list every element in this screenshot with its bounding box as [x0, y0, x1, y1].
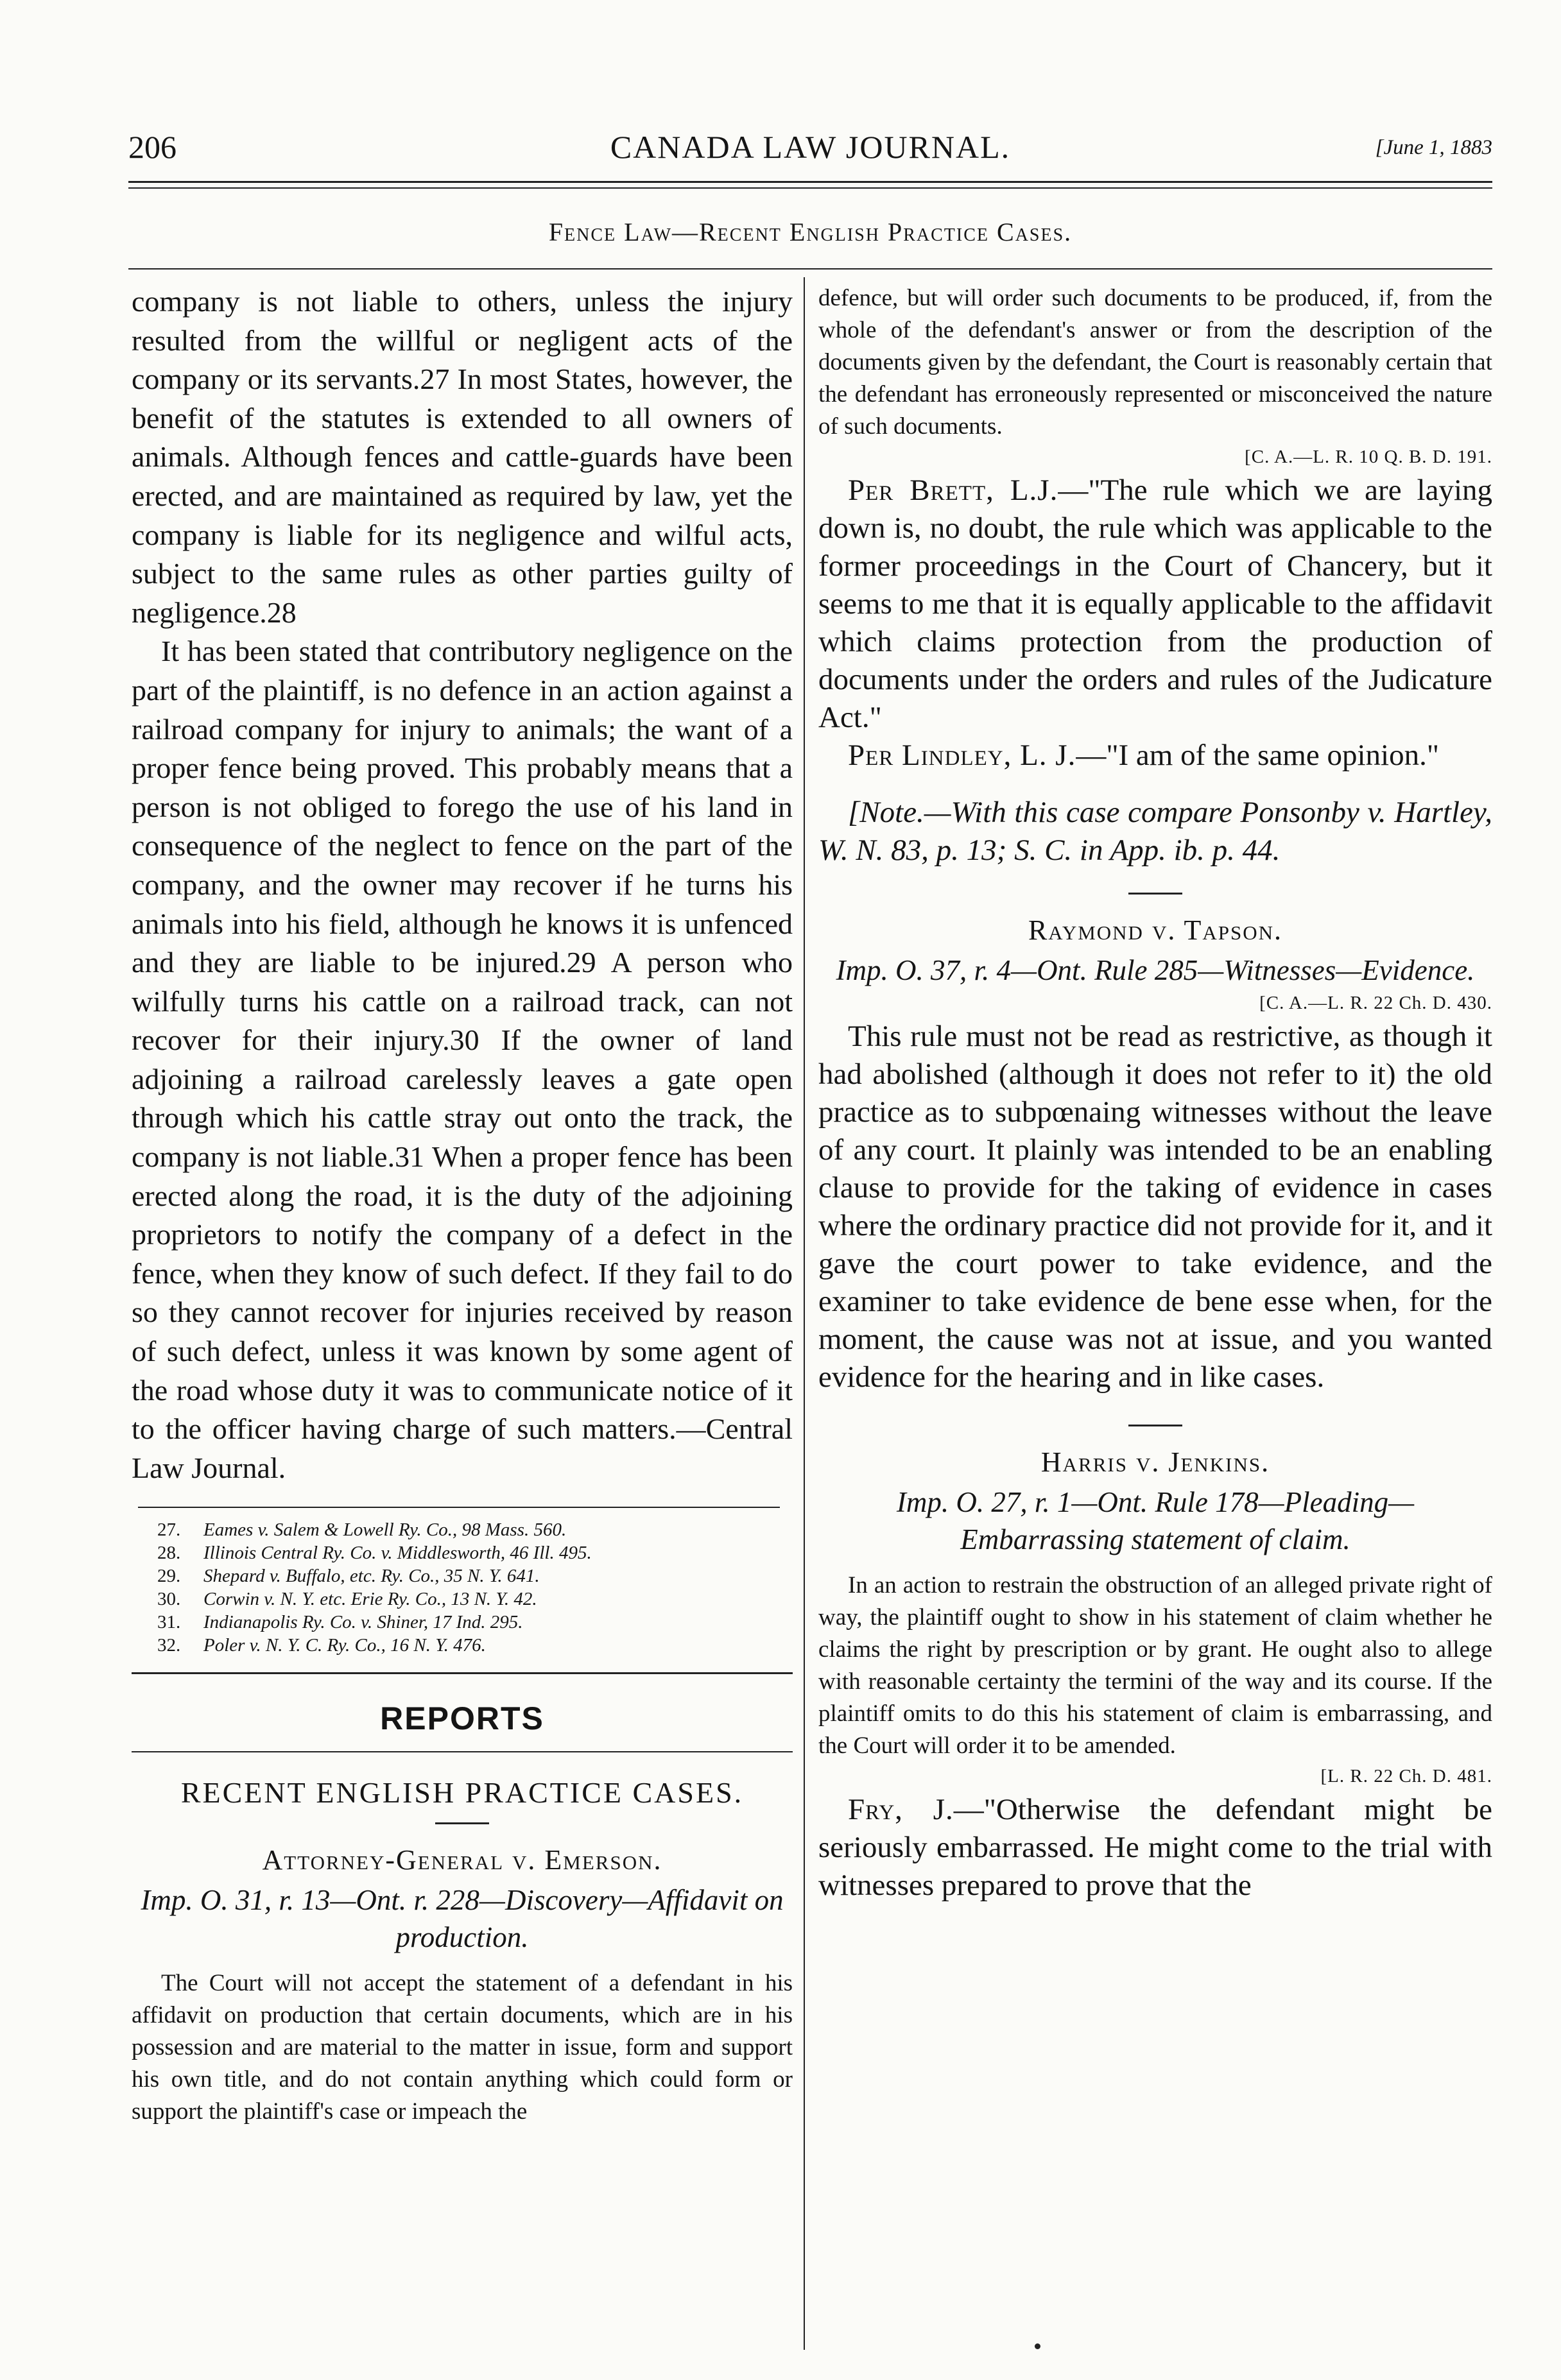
- case-rule: Imp. O. 37, r. 4—Ont. Rule 285—Witnesses—Evidence.: [836, 954, 1475, 986]
- section-subheader: Fence Law—Recent English Practice Cases.: [548, 218, 1073, 246]
- case-summary: In an action to restrain the obstruction of an alleged private right of way, the plaintiff ought to show in his statement of claim whether he claims the right by prescription or by grant. He ought also to allege with reasonable certainty the termini of the way and its course. If the plaintiff omits to do this his statement of claim is embarrassing, and the Court will order it to be amended.: [818, 1572, 1492, 1759]
- case-citation: [L. R. 22 Ch. D. 481.: [1320, 1766, 1492, 1786]
- footnote: 27. Eames v. Salem & Lowell Ry. Co., 98 Mass. 560.: [157, 1520, 567, 1541]
- section-heading: RECENT ENGLISH PRACTICE CASES.: [180, 1776, 744, 1810]
- short-rule: [1128, 1425, 1182, 1426]
- footnote: 31. Indianapolis Ry. Co. v. Shiner, 17 Ind. 295.: [157, 1612, 523, 1633]
- judge-name: Per Lindley, L. J.: [848, 739, 1076, 772]
- running-header: [128, 128, 1492, 173]
- journal-title: CANADA LAW JOURNAL.: [610, 129, 1011, 165]
- column-divider: [804, 277, 805, 2350]
- footnote: 28. Illinois Central Ry. Co. v. Middlesworth, 46 Ill. 495.: [157, 1543, 592, 1564]
- subheader-rule: [128, 268, 1492, 270]
- case-title: Raymond v. Tapson.: [1028, 914, 1283, 946]
- issue-date: [June 1, 1883: [1375, 136, 1492, 159]
- case-rule: Imp. O. 27, r. 1—Ont. Rule 178—Pleading—Embarrassing statement of claim.: [896, 1486, 1415, 1555]
- article-paragraph: company is not liable to others, unless the injury resulted from the willful or negligent acts of the company or its servants.27 In most States, however, the benefit of the statutes is extended to all owners of animals. Although fences and cattle-guards have been erected, and are maintained as required by law, yet the company is liable for its negligence and wilful acts, subject to the same rules as other parties guilty of negligence.28: [132, 285, 793, 629]
- judgment-quote: Per Brett, L.J.—"The rule which we are laying down is, no doubt, the rule which was applicable to the former proceedings in the Court of Chancery, but it seems to me that it is equally applicable to the affidavit which claims protection from the production of documents under the orders and rules of the Judicature Act.": [818, 474, 1493, 734]
- judgment-quote: Per Lindley, L. J.—"I am of the same opinion.": [848, 739, 1440, 772]
- footnote-rule: [138, 1507, 780, 1508]
- left-column: [132, 282, 793, 2128]
- case-citation: [C. A.—L. R. 10 Q. B. D. 191.: [1245, 447, 1492, 467]
- reports-rule-top: [132, 1672, 793, 1674]
- editor-note: [Note.—With this case compare Ponsonby v. Hartley, W. N. 83, p. 13; S. C. in App. ib. p. 44.: [818, 796, 1492, 867]
- case-summary-continued: defence, but will order such documents to be produced, if, from the whole of the defendant's answer or from the description of the documents given by the defendant, the Court is reasonably certain that the defendant has erroneously represented or misconceived the nature of such documents.: [818, 285, 1492, 440]
- reports-rule-bottom: [132, 1751, 793, 1752]
- header-rule-bottom: [128, 187, 1492, 189]
- short-rule: [435, 1822, 489, 1824]
- header-rule-top: [128, 181, 1492, 183]
- case-title: Attorney-General v. Emerson.: [262, 1844, 662, 1876]
- judge-name: Per Brett, L.J.: [848, 474, 1058, 507]
- case-summary: This rule must not be read as restrictive, as though it had abolished (although it does not refer to it) the old practice as to subpœnaing witnesses without the leave of any court. It plainly was intended to be an enabling clause to provide for the taking of evidence in cases where the ordinary practice did not provide for it, and it gave the court power to take evidence, and the examiner to take evidence de bene esse when, for the moment, the cause was not at issue, and you wanted evidence for the hearing and in like cases.: [818, 1020, 1492, 1394]
- footnotes: [132, 1518, 793, 1657]
- case-citation: [C. A.—L. R. 22 Ch. D. 430.: [1259, 993, 1492, 1013]
- article-paragraph: It has been stated that contributory negligence on the part of the plaintiff, is no defence in an action against a railroad company for injury to animals; the want of a proper fence being proved. This probably means that a person is not obliged to forego the use of his land in consequence of the neglect to fence on the part of the company, and the owner may recover if he turns his animals into his field, although he knows it is unfenced and they are liable to be injured.29 A person who wilfully turns his cattle on a railroad track, can not recover for their injury.30 If the owner of land adjoining a railroad carelessly leaves a gate open through which his cattle stray out onto the track, the company is not liable.31 When a proper fence has been erected along the road, it is the duty of the adjoining proprietors to notify the company of a defect in the fence, when they know of such defect. If they fail to do so they cannot recover for injuries received by reason of such defect, unless it was known by some agent of the road whose duty it was to communicate notice of it to the officer having charge of such matters.—Central Law Journal.: [132, 635, 793, 1484]
- footnote: 32. Poler v. N. Y. C. Ry. Co., 16 N. Y. 476.: [157, 1635, 486, 1656]
- judgment-quote: Fry, J.—"Otherwise the defendant might be seriously embarrassed. He might come to the trial with witnesses prepared to prove that the: [818, 1793, 1492, 1902]
- page-number: 206: [128, 129, 177, 165]
- reports-heading: REPORTS: [380, 1700, 544, 1737]
- ink-dot: [1035, 2343, 1040, 2349]
- footnote: 30. Corwin v. N. Y. etc. Erie Ry. Co., 13 N. Y. 42.: [157, 1589, 537, 1610]
- case-summary: The Court will not accept the statement of a defendant in his affidavit on production that certain documents, which are in his possession and are material to the matter in issue, form and support his own title, and do not contain anything which could form or support the plaintiff's case or impeach the: [132, 1970, 793, 2125]
- case-rule: Imp. O. 31, r. 13—Ont. r. 228—Discovery—Affidavit on production.: [141, 1884, 784, 1954]
- footnote: 29. Shepard v. Buffalo, etc. Ry. Co., 35 N. Y. 641.: [157, 1566, 540, 1587]
- case-title: Harris v. Jenkins.: [1040, 1446, 1270, 1478]
- judge-name: Fry, J.: [848, 1793, 954, 1826]
- short-rule: [1128, 893, 1182, 895]
- right-column: [818, 282, 1492, 1905]
